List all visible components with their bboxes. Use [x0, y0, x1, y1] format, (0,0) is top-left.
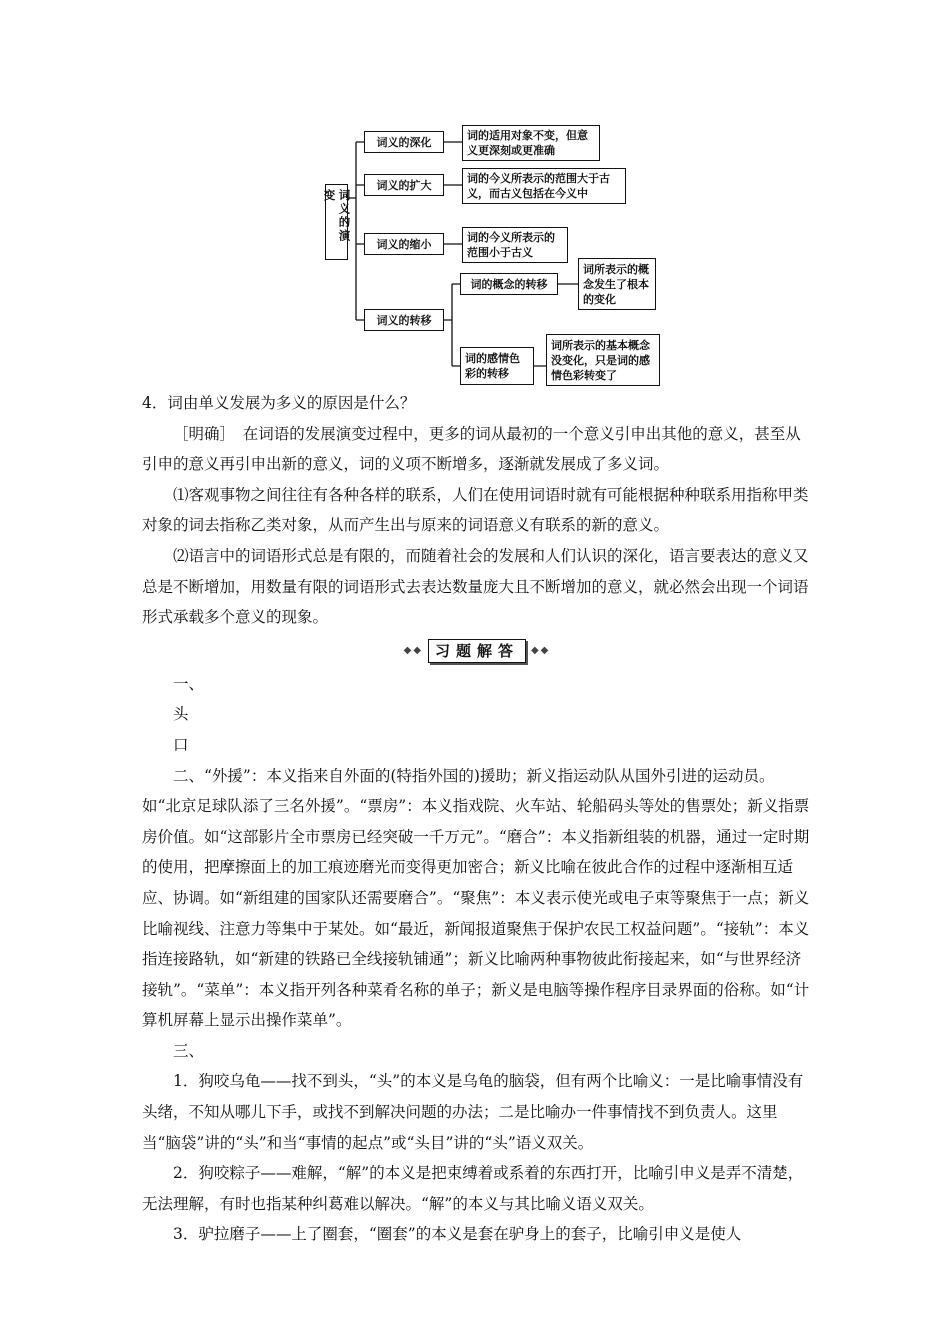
section-one-line1: 头: [173, 705, 189, 724]
section-title: 习题解答: [428, 639, 526, 663]
branch-narrowing: 词义的缩小: [364, 233, 444, 255]
section-one-line2: 口: [173, 735, 189, 754]
branch-transfer: 词义的转移: [364, 309, 444, 331]
diamond-decoration-left-icon: ◆◆: [403, 644, 424, 656]
question-4: 4．词由单义发展为多义的原因是什么？: [142, 394, 416, 412]
reason-1: ⑴客观事物之间往往有各种各样的联系，人们在使用词语时就有可能根据种种联系用指称甲类对象的词去指称乙类对象，从而产生出与原来的词语意义有联系的新的意义。: [142, 485, 809, 535]
branch-narrowing-desc: 词的今义所表示的范围小于古义: [462, 227, 568, 263]
section-one-label: 一、: [173, 674, 205, 693]
section-three-item-1: 1．狗咬乌龟——找不到头，“头”的本义是乌龟的脑袋，但有两个比喻义：一是比喻事情没有头绪，不知从哪儿下手，或找不到解决问题的办法；二是比喻办一件事情找不到负责人。这里当“脑袋”讲的“头”和当“事情的起点”或“头目”讲的“头”语义双关。: [142, 1072, 804, 1152]
branch-expansion: 词义的扩大: [364, 174, 444, 196]
sub-emotion-transfer-desc: 词所表示的基本概念没变化，只是词的感情色彩转变了: [546, 334, 660, 386]
branch-expansion-desc: 词的今义所表示的范围大于古义，而古义包括在今义中: [462, 168, 626, 204]
section-three-item-2: 2．狗咬粽子——难解，“解”的本义是把束缚着或系着的东西打开，比喻引申义是弄不清楚，无法理解，有时也指某种纠葛难以解决。“解”的本义与其比喻义语义双关。: [142, 1164, 804, 1213]
section-three-label: 三、: [173, 1041, 205, 1060]
branch-deepening-desc: 词的适用对象不变，但意义更深刻或更准确: [462, 125, 600, 161]
diagram-root: 词义的演变: [325, 184, 348, 260]
sub-concept-transfer-desc: 词所表示的概念发生了根本的变化: [578, 258, 656, 310]
document-body: [142, 388, 812, 1250]
section-two: 二、“外援”：本义指来自外面的(特指外国的)援助；新义指运动队从国外引进的运动员。如“北京足球队添了三名外援”。“票房”：本义指戏院、火车站、轮船码头等处的售票处；新义指票房价值。如“这部影片全市票房已经突破一千万元”。“磨合”：本义指新组装的机器，通过一定时期的使用，把摩擦面上的加工痕迹磨光而变得更加密合；新义比喻在彼此合作的过程中逐渐相互适应、协调。如“新组建的国家队还需要磨合”。“聚焦”：本义表示使光或电子束等聚焦于一点；新义比喻视线、注意力等集中于某处。如“最近，新闻报道聚焦于保护农民工权益问题”。“接轨”：本义指连接路轨，如“新建的铁路已全线接轨铺通”；新义比喻两种事物彼此衔接起来，如“与世界经济接轨”。“菜单”：本义指开列各种菜肴名称的单子；新义是电脑等操作程序目录界面的俗称。如“计算机屏幕上显示出操作菜单”。: [142, 766, 810, 1030]
diamond-decoration-right-icon: ◆◆: [530, 644, 551, 656]
word-meaning-evolution-diagram: [320, 118, 670, 390]
answer-intro: ［明确］ 在词语的发展演变过程中，更多的词从最初的一个意义引申出其他的意义，甚至从引申的意义再引申出新的意义，词的义项不断增多，逐渐就发展成了多义词。: [142, 424, 801, 474]
section-heading: [142, 637, 812, 663]
sub-emotion-transfer: 词的感情色彩的转移: [460, 347, 534, 385]
reason-2: ⑵语言中的词语形式总是有限的，而随着社会的发展和人们认识的深化，语言要表达的意义又总是不断增加，用数量有限的词语形式去表达数量庞大且不断增加的意义，就必然会出现一个词语形式承载多个意义的现象。: [142, 546, 809, 627]
section-three-item-3: 3．驴拉磨子——上了圈套，“圈套”的本义是套在驴身上的套子，比喻引申义是使人: [173, 1225, 742, 1244]
branch-deepening: 词义的深化: [364, 131, 444, 153]
sub-concept-transfer: 词的概念的转移: [460, 273, 558, 295]
